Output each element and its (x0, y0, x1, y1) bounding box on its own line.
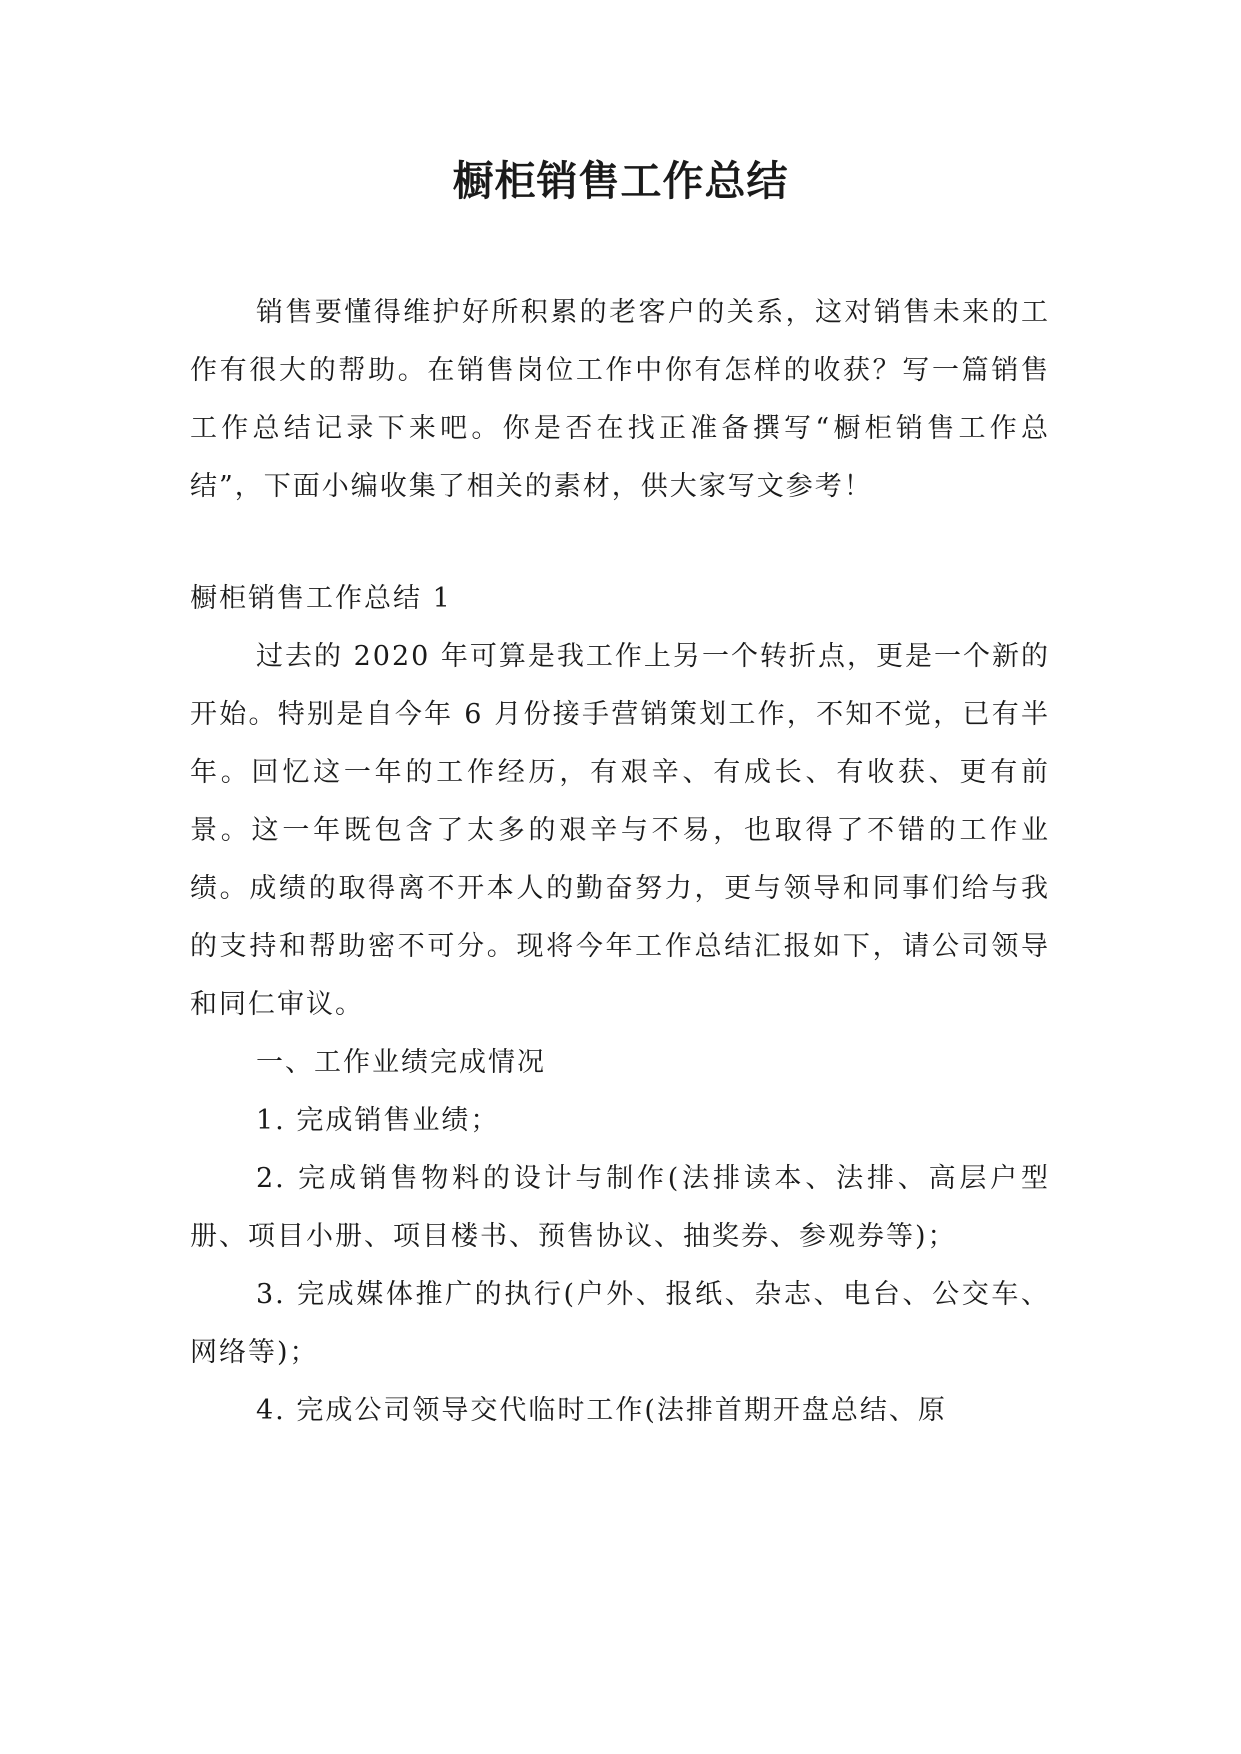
body-paragraph: 4. 完成公司领导交代临时工作(法排首期开盘总结、原 (256, 1395, 947, 1426)
body-paragraph: 过去的 2020 年可算是我工作上另一个转折点，更是一个新的开始。特别是自今年 6 月份接手营销策划工作，不知不觉，已有半年。回忆这一年的工作经历，有艰辛、有成长、有收获、更有前景。这一年既包含了太多的艰辛与不易，也取得了不错的工作业绩。成绩的取得离不开本人的勤奋努力，更与领导和同事们给与我的支持和帮助密不可分。现将今年工作总结汇报如下，请公司领导和同仁审议。 (190, 641, 1050, 1020)
body-paragraph: 2. 完成销售物料的设计与制作(法排读本、法排、高层户型册、项目小册、项目楼书、预售协议、抽奖券、参观券等)； (190, 1163, 1050, 1252)
document-body (190, 284, 1050, 1440)
document-title: 橱柜销售工作总结 (452, 157, 789, 205)
body-paragraph: 1. 完成销售业绩； (256, 1105, 500, 1136)
body-paragraph: 一、工作业绩完成情况 (256, 1047, 546, 1078)
intro-paragraph: 销售要懂得维护好所积累的老客户的关系，这对销售未来的工作有很大的帮助。在销售岗位工作中你有怎样的收获？写一篇销售工作总结记录下来吧。你是否在找正准备撰写“橱柜销售工作总结”，下面小编收集了相关的素材，供大家写文参考！ (190, 297, 1050, 502)
body-paragraph: 3. 完成媒体推广的执行(户外、报纸、杂志、电台、公交车、网络等)； (190, 1279, 1050, 1368)
section-heading: 橱柜销售工作总结 1 (190, 583, 452, 614)
